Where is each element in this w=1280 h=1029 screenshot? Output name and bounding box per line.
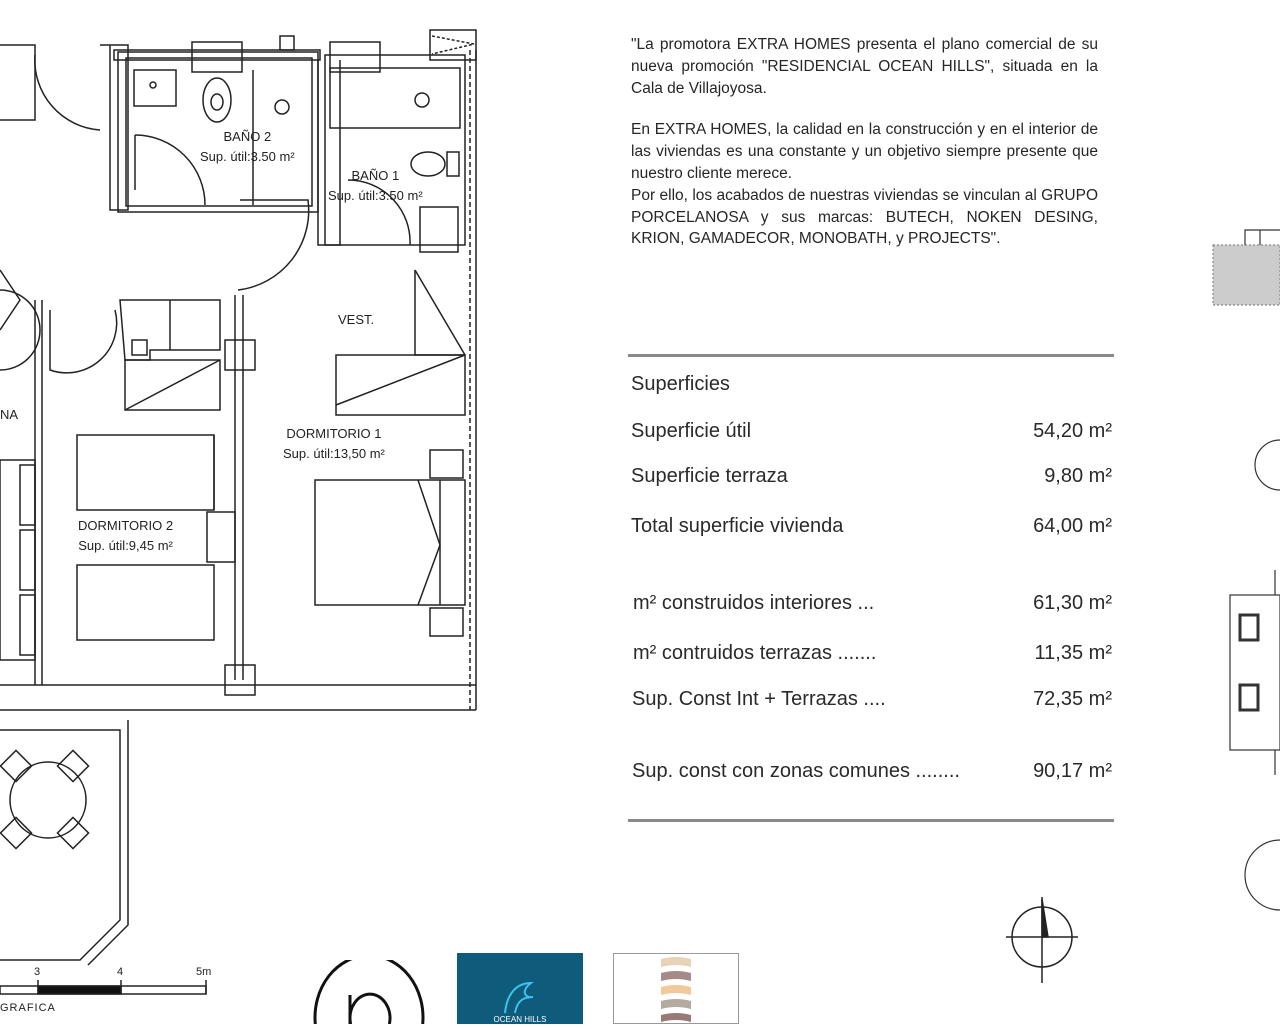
row-value: 11,35 m²: [1034, 642, 1112, 664]
room-name: DORMITORIO 1: [286, 426, 382, 441]
scale-tick: 4: [117, 966, 124, 978]
site-plan-fragment: [1205, 220, 1280, 920]
room-label-bano-2: [200, 127, 295, 167]
row-value: 61,30 m²: [1033, 592, 1112, 614]
room-label-bano-1: [328, 166, 423, 206]
row-label: Total superficie vivienda: [631, 515, 844, 537]
stripes-logo: [613, 953, 739, 1024]
room-area: Sup. útil:13,50 m²: [283, 446, 385, 461]
row-label: Superficie terraza: [631, 465, 788, 487]
row-label: Sup. const con zonas comunes ........: [632, 760, 960, 782]
scale-tick: 5m: [196, 966, 212, 978]
north-arrow-icon: [1004, 895, 1080, 985]
scale-label: GRAFICA: [0, 1002, 56, 1014]
row-value: 72,35 m²: [1033, 688, 1112, 710]
row-value: 54,20 m²: [1033, 420, 1112, 442]
floor-plan: [0, 0, 600, 1024]
surface-row: [633, 592, 1112, 615]
intro-paragraph-3: Por ello, los acabados de nuestras viviendas se vinculan al GRUPO PORCELANOSA y sus marcas: BUTECH, NOKEN DESING, KRION, GAMADECOR, MONOBATH, y PROJECTS".: [631, 186, 1098, 248]
row-label: Superficie útil: [631, 420, 752, 442]
intro-text: [631, 34, 1098, 250]
surface-row: [632, 760, 1112, 783]
stripes-icon: [614, 954, 738, 1023]
room-area: Sup. útil:3.50 m²: [200, 149, 295, 164]
ocean-hills-text: OCEAN HILLS: [493, 1015, 547, 1024]
brand-logo-b: [312, 960, 427, 1024]
row-label: m² contruidos terrazas .......: [633, 642, 877, 664]
surface-row: [632, 688, 1112, 711]
room-name: BAÑO 1: [351, 168, 400, 183]
intro-paragraph-2: En EXTRA HOMES, la calidad en la construcción y en el interior de las viviendas es una constante y un objetivo siempre presente que nuestro cliente merece.: [631, 121, 1098, 182]
row-value: 9,80 m²: [1044, 465, 1112, 487]
heading-text: Superficies: [631, 373, 730, 395]
row-value: 64,00 m²: [1033, 515, 1112, 537]
room-name: DORMITORIO 2: [78, 518, 174, 533]
surface-row: [631, 465, 1112, 488]
room-label-dormitorio-2: [78, 516, 173, 556]
room-label-vest: VEST.: [338, 312, 375, 327]
divider-top: [628, 354, 1114, 357]
row-value: 90,17 m²: [1033, 760, 1112, 782]
surface-row: [633, 642, 1112, 665]
ocean-hills-logo: [457, 953, 583, 1024]
row-label: m² construidos interiores ...: [633, 592, 875, 614]
row-label: Sup. Const Int + Terrazas ....: [632, 688, 886, 710]
room-label-cocina-partial: NA: [0, 407, 19, 422]
room-name: BAÑO 2: [223, 129, 272, 144]
surface-row: [631, 515, 1112, 538]
wave-icon: [457, 953, 583, 1024]
surfaces-heading: [631, 373, 1112, 396]
surface-row: [631, 420, 1112, 443]
room-area: Sup. útil:9,45 m²: [78, 538, 173, 553]
room-area: Sup. útil:3.50 m²: [328, 188, 423, 203]
divider-bottom: [628, 819, 1114, 822]
room-label-dormitorio-1: [283, 424, 385, 464]
intro-paragraph-1: "La promotora EXTRA HOMES presenta el plano comercial de su nueva promoción "RESIDENCIAL OCEAN HILLS", situada en la Cala de Villajoyosa.: [631, 36, 1098, 97]
scale-tick: 3: [34, 966, 41, 978]
